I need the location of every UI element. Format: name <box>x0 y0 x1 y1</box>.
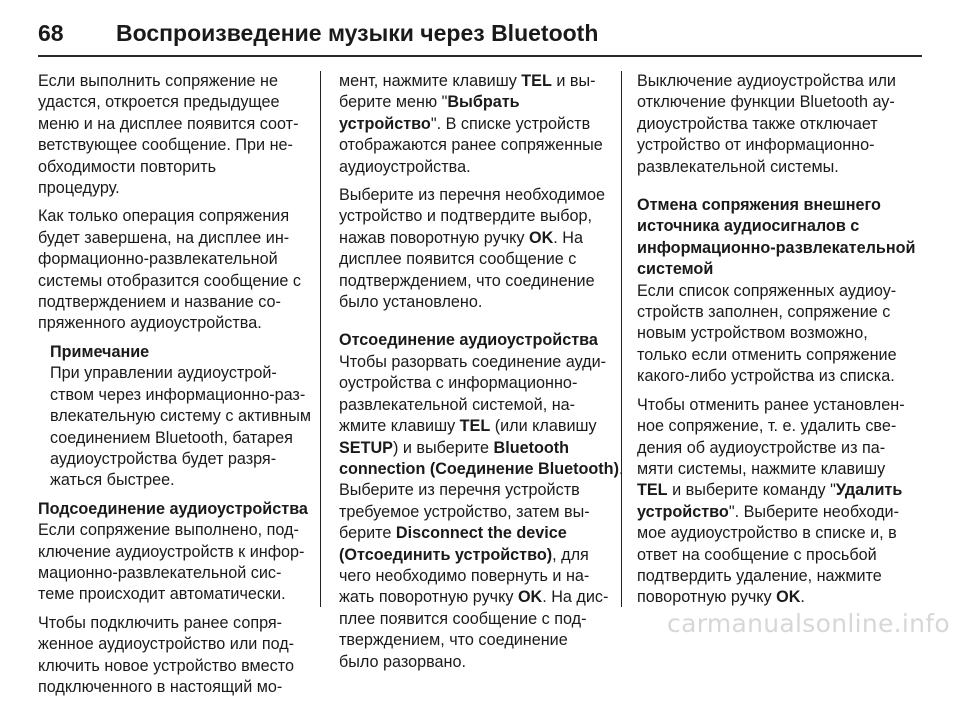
text-line: Чтобы отменить ранее установлен- <box>637 395 905 414</box>
text-run: поворотную ручку <box>637 588 777 607</box>
menu-label: устройство <box>637 502 729 521</box>
text-line: мое аудиоустройство в списке и, в <box>637 524 897 543</box>
text-run: мент, нажмите клавишу <box>339 72 522 90</box>
text-run: . <box>618 459 624 478</box>
text-line <box>339 545 607 566</box>
text-line: какого-либо устройства из списка. <box>637 367 895 386</box>
text-line <box>339 92 607 113</box>
text-line: диоустройства также отключает <box>637 114 878 133</box>
column-divider <box>320 71 321 607</box>
key-label-setup: SETUP <box>339 438 393 457</box>
text-run: ) и выберите <box>392 438 494 457</box>
text-run: и выберите команду " <box>667 481 836 500</box>
text-line: дения об аудиоустройстве из па- <box>637 438 886 457</box>
text-line <box>339 228 607 249</box>
heading-line: источника аудиосигналов с <box>637 217 860 236</box>
paragraph <box>339 352 624 673</box>
text-run: (или клавишу <box>490 417 597 436</box>
paragraph <box>38 520 306 606</box>
paragraph <box>637 71 922 178</box>
text-line: Если сопряжение выполнено, под- <box>38 521 299 540</box>
section-heading: Отсоединение аудиоустройства <box>339 331 598 350</box>
paragraph <box>637 281 922 388</box>
menu-label: устройство <box>339 114 431 133</box>
key-label-tel: TEL <box>459 417 491 436</box>
text-run: ". Выберите необходи- <box>728 502 899 521</box>
text-line: подключенного в настоящий мо- <box>38 677 283 696</box>
text-line: подтверждением, что соединение <box>339 271 595 290</box>
text-run: и вы- <box>551 72 596 90</box>
menu-label: connection (Соединение Bluetooth) <box>339 459 619 478</box>
text-line: формационно-развлекательной <box>38 250 278 269</box>
text-line: женное аудиоустройство или под- <box>38 635 295 654</box>
text-line: ством через информационно-раз- <box>50 385 306 404</box>
text-line <box>339 114 607 135</box>
text-run: ". В списке устройств <box>430 114 591 133</box>
text-line: устройство от информационно- <box>637 136 875 155</box>
text-line: было разорвано. <box>339 652 466 671</box>
heading-line: Отмена сопряжения внешнего <box>637 196 881 215</box>
text-run: нажав поворотную ручку <box>339 228 529 247</box>
text-line: мационно-развлекательной сис- <box>38 563 282 582</box>
paragraph <box>38 613 306 699</box>
paragraph <box>339 71 607 178</box>
heading-line: системой <box>637 260 714 279</box>
text-run: берите меню " <box>339 93 448 112</box>
text-line: аудиоустройства. <box>339 157 471 176</box>
text-line: тверждением, что соединение <box>339 631 568 650</box>
text-line: было установлено. <box>339 293 483 312</box>
text-line: системы отобразится сообщение с <box>38 271 302 290</box>
text-run: , для <box>552 545 589 564</box>
text-line: требуемое устройство, затем вы- <box>339 502 590 521</box>
text-line: отображаются ранее сопряженные <box>339 136 603 155</box>
column-3 <box>637 71 922 616</box>
key-label-ok: OK <box>529 228 554 247</box>
text-line: ное сопряжение, т. е. удалить све- <box>637 417 897 436</box>
text-run: берите <box>339 524 396 543</box>
text-line: удастся, откроется предыдущее <box>38 93 280 112</box>
text-line: ключение аудиоустройств к инфор- <box>38 542 305 561</box>
text-line: Если выполнить сопряжение не <box>38 72 278 90</box>
paragraph <box>38 206 306 334</box>
text-line: плее появится сообщение с под- <box>339 609 587 628</box>
text-line: Если список сопряженных аудиоу- <box>637 281 897 300</box>
text-line: Как только операция сопряжения <box>38 207 290 226</box>
text-line: Чтобы подключить ранее сопря- <box>38 613 283 632</box>
note-text <box>50 363 311 491</box>
text-line: соединением Bluetooth, батарея <box>50 428 293 447</box>
text-line: оустройства с информационно- <box>339 374 578 393</box>
menu-label: Удалить <box>835 481 903 500</box>
text-line: стройств заполнен, сопряжение с <box>637 303 891 322</box>
paragraph <box>38 71 306 199</box>
text-line: Выберите из перечня необходимое <box>339 186 605 205</box>
text-line <box>339 459 624 480</box>
text-line: подтверждением и название со- <box>38 293 281 312</box>
key-label-tel: TEL <box>637 481 668 500</box>
menu-label: Выбрать <box>447 93 520 112</box>
text-line: процедуру. <box>38 179 120 198</box>
note-heading: Примечание <box>50 342 150 361</box>
text-line: чего необходимо повернуть и на- <box>339 566 590 585</box>
text-line: подтвердить удаление, нажмите <box>637 566 882 585</box>
text-line <box>339 416 607 437</box>
text-run: жмите клавишу <box>339 417 460 436</box>
menu-label: (Отсоединить устройство) <box>339 545 553 564</box>
text-line: дисплее появится сообщение с <box>339 250 577 269</box>
page-title: Воспроизведение музыки через Bluetooth <box>116 20 599 46</box>
paragraph <box>637 395 922 609</box>
text-run: . На <box>553 228 583 247</box>
text-line: аудиоустройства будет разря- <box>50 449 277 468</box>
text-line: будет завершена, на дисплее ин- <box>38 228 290 247</box>
section-heading <box>637 195 922 281</box>
text-line: ответ на сообщение с просьбой <box>637 545 877 564</box>
text-line: ветствующее сообщение. При не- <box>38 136 293 155</box>
menu-label: Bluetooth <box>493 438 570 457</box>
text-line: жаться быстрее. <box>50 471 175 490</box>
header-rule <box>38 55 922 57</box>
column-divider <box>618 71 624 607</box>
text-line: устройство и подтвердите выбор, <box>339 207 592 226</box>
text-line <box>339 523 607 544</box>
text-line: новым устройством возможно, <box>637 324 868 343</box>
text-line: отключение функции Bluetooth ау- <box>637 93 895 112</box>
text-line: При управлении аудиоустрой- <box>50 364 277 383</box>
text-line <box>339 438 607 459</box>
column-1 <box>38 71 311 705</box>
watermark: carmanualsonline.info <box>667 609 950 638</box>
text-line: обходимости повторить <box>38 157 217 176</box>
text-run: . <box>800 588 805 607</box>
text-line: ключить новое устройство вместо <box>38 656 294 675</box>
page-header <box>38 14 922 54</box>
menu-label: Disconnect the device <box>395 524 567 543</box>
text-line: влекательную систему с активным <box>50 407 311 426</box>
text-line: мяти системы, нажмите клавишу <box>637 459 886 478</box>
text-line: меню и на дисплее появится соот- <box>38 114 299 133</box>
text-run: жать поворотную ручку <box>339 588 518 607</box>
paragraph <box>339 185 607 313</box>
page-number: 68 <box>38 20 64 46</box>
text-line: Выключение аудиоустройства или <box>637 72 896 90</box>
text-line: Выберите из перечня устройств <box>339 481 580 500</box>
text-line: только если отменить сопряжение <box>637 345 897 364</box>
section-heading: Подсоединение аудиоустройства <box>38 499 308 518</box>
text-line: развлекательной системы. <box>637 157 839 176</box>
key-label-ok: OK <box>517 588 543 607</box>
text-line <box>339 587 607 608</box>
text-line <box>637 587 922 608</box>
column-2 <box>339 71 624 680</box>
text-line: развлекательной системой, на- <box>339 395 576 414</box>
text-line <box>637 502 922 523</box>
text-line <box>339 71 607 92</box>
key-label-tel: TEL <box>521 72 552 90</box>
text-line: пряженного аудиоустройства. <box>38 314 262 333</box>
key-label-ok: OK <box>776 588 801 607</box>
text-line: Чтобы разорвать соединение ауди- <box>339 352 606 371</box>
text-run: . На дис- <box>542 588 609 607</box>
note-block <box>50 342 311 492</box>
heading-line: информационно-развлекательной <box>637 238 916 257</box>
text-line <box>637 480 922 501</box>
text-line: теме происходит автоматически. <box>38 585 286 604</box>
